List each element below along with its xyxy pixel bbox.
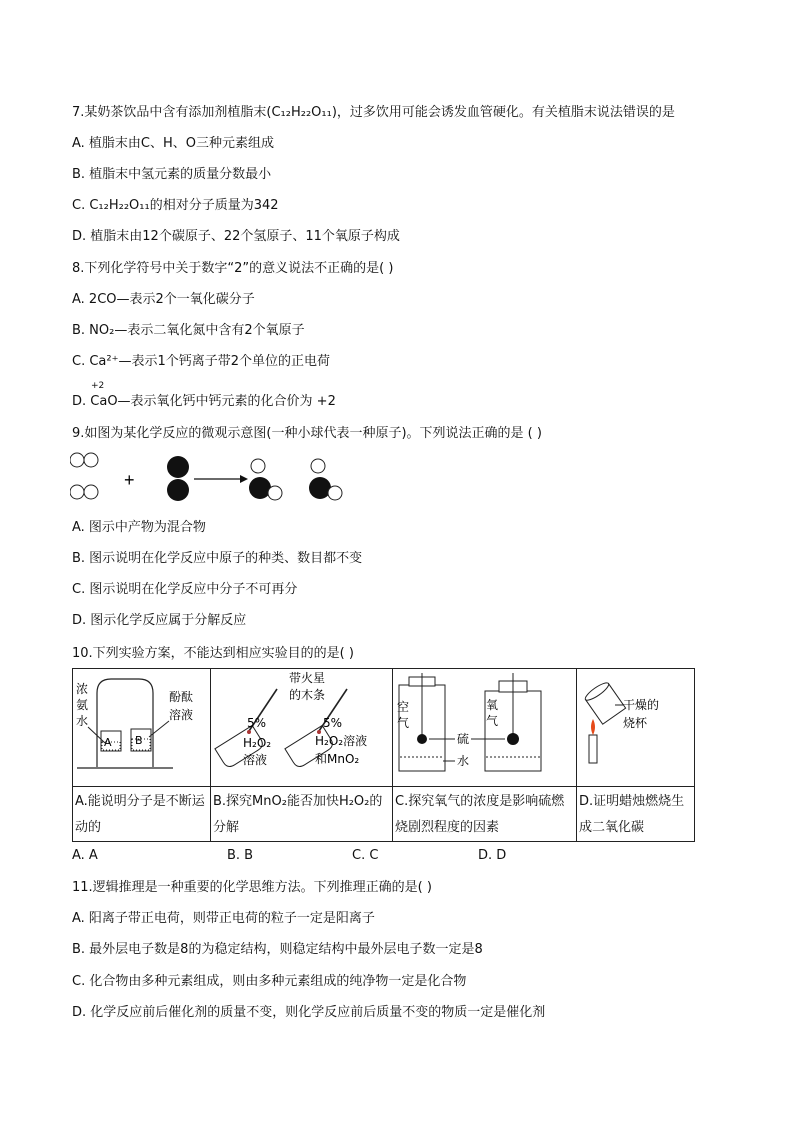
q11-option-b: B. 最外层电子数是8的为稳定结构，则稳定结构中最外层电子数一定是8 bbox=[72, 942, 483, 957]
reactant-white-atom bbox=[70, 453, 84, 467]
q7-option-c: C. C₁₂H₂₂O₁₁的相对分子质量为342 bbox=[72, 198, 279, 213]
product-molecule bbox=[309, 459, 342, 500]
q8-option-c: C. Ca²⁺—表示1个钙离子带2个单位的正电荷 bbox=[72, 354, 331, 369]
q8-option-d: D. CaO—表示氧化钙中钙元素的化合价为 +2 bbox=[72, 394, 336, 409]
label-h2o2-1: H₂O₂ bbox=[243, 736, 272, 750]
label-solution: 溶液 bbox=[169, 708, 194, 722]
q9-option-a: A. 图示中产物为混合物 bbox=[72, 520, 206, 535]
q11-option-a: A. 阳离子带正电荷，则带正电荷的粒子一定是阳离子 bbox=[72, 911, 375, 926]
label-water: 水 bbox=[457, 754, 470, 768]
q9-option-b: B. 图示说明在化学反应中原子的种类、数目都不变 bbox=[72, 551, 363, 566]
label-5pct-1: 5% bbox=[247, 716, 267, 730]
label-nong: 浓 bbox=[76, 682, 89, 696]
reactant-black-atom bbox=[167, 479, 189, 501]
label-kong: 空 bbox=[397, 700, 410, 714]
q7-option-d: D. 植脂末由12个碳原子、22个氢原子、11个氧原子构成 bbox=[72, 229, 400, 244]
label-splint: 的木条 bbox=[289, 688, 326, 702]
q11-stem: 11.逻辑推理是一种重要的化学思维方法。下列推理正确的是( ) bbox=[72, 880, 432, 895]
label-h2o2-solution-2: H₂O₂溶液 bbox=[315, 734, 368, 748]
reaction-diagram bbox=[70, 452, 370, 512]
q7-option-a: A. 植脂末由C、H、O三种元素组成 bbox=[72, 136, 275, 151]
label-glowing-splint: 带火星 bbox=[289, 671, 326, 685]
reactant-white-atom bbox=[84, 453, 98, 467]
q9-stem: 9.如图为某化学反应的微观示意图(一种小球代表一种原子)。下列说法正确的是 ( ) bbox=[72, 426, 542, 441]
q8-stem: 8.下列化学符号中关于数字“2”的意义说法不正确的是( ) bbox=[72, 261, 394, 276]
reactant-white-atom bbox=[70, 485, 84, 499]
label-qi: 气 bbox=[397, 716, 410, 730]
q7-option-b: B. 植脂末中氢元素的质量分数最小 bbox=[72, 167, 272, 182]
q11-option-d: D. 化学反应前后催化剂的质量不变，则化学反应前后质量不变的物质一定是催化剂 bbox=[72, 1005, 546, 1020]
experiment-b-caption: B.探究MnO₂能否加快H₂O₂的分解 bbox=[211, 787, 393, 842]
label-beaker: 烧杯 bbox=[623, 716, 648, 730]
beaker-b-label: B bbox=[135, 734, 143, 747]
label-shui: 水 bbox=[76, 714, 89, 728]
plus-sign: + bbox=[124, 470, 135, 490]
label-dry: 干燥的 bbox=[623, 698, 660, 712]
q9-option-c: C. 图示说明在化学反应中分子不可再分 bbox=[72, 582, 298, 597]
experiment-c-image bbox=[393, 669, 577, 787]
experiment-a-image bbox=[73, 669, 211, 787]
experiment-b-image bbox=[211, 669, 393, 787]
experiment-d-caption: D.证明蜡烛燃烧生成二氧化碳 bbox=[577, 787, 695, 842]
experiment-table bbox=[72, 668, 695, 842]
label-yang: 氧 bbox=[486, 698, 499, 712]
product-molecule bbox=[249, 459, 282, 500]
label-qi-2: 气 bbox=[486, 714, 499, 728]
q7-stem: 7.某奶茶饮品中含有添加剂植脂末(C₁₂H₂₂O₁₁)，过多饮用可能会诱发血管硬化。有关植脂末说法错误的是 bbox=[72, 105, 675, 120]
experiment-d-image bbox=[577, 669, 695, 787]
label-5pct-2: 5% bbox=[323, 716, 343, 730]
reactant-white-atom bbox=[84, 485, 98, 499]
q10-option-c: C. C bbox=[352, 848, 379, 863]
q10-options bbox=[72, 848, 672, 866]
q8-valence-mark: +2 bbox=[91, 381, 105, 391]
q8-option-b: B. NO₂—表示二氧化氮中含有2个氧原子 bbox=[72, 323, 305, 338]
q11-option-c: C. 化合物由多种元素组成，则由多种元素组成的纯净物一定是化合物 bbox=[72, 974, 467, 989]
label-solution-1: 溶液 bbox=[243, 753, 268, 767]
label-an: 氨 bbox=[76, 698, 89, 712]
q8-option-a: A. 2CO—表示2个一氧化碳分子 bbox=[72, 292, 255, 307]
q10-option-d: D. D bbox=[478, 848, 507, 863]
beaker-a-label: A bbox=[104, 736, 112, 749]
q10-stem: 10.下列实验方案，不能达到相应实验目的的是( ) bbox=[72, 646, 354, 661]
experiment-a-caption: A.能说明分子是不断运动的 bbox=[73, 787, 211, 842]
label-sulfur: 硫 bbox=[457, 732, 470, 746]
label-with-mno2: 和MnO₂ bbox=[315, 752, 360, 766]
label-phenolphthalein: 酚酞 bbox=[169, 690, 194, 704]
q10-option-a: A. A bbox=[72, 848, 98, 863]
reactant-black-atom bbox=[167, 456, 189, 478]
experiment-c-caption: C.探究氧气的浓度是影响硫燃烧剧烈程度的因素 bbox=[393, 787, 577, 842]
q9-option-d: D. 图示化学反应属于分解反应 bbox=[72, 613, 247, 628]
q10-option-b: B. B bbox=[227, 848, 254, 863]
